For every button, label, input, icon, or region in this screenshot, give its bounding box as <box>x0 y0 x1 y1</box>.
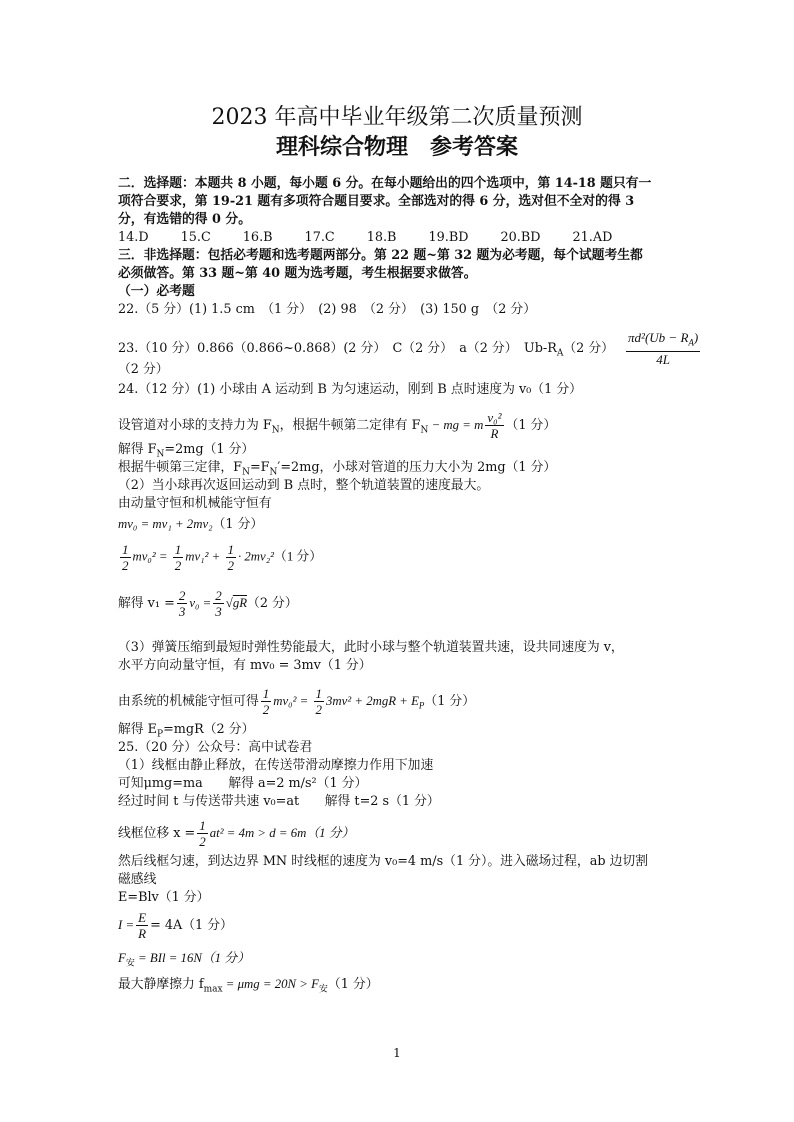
q24-l8-score: （1 分） <box>274 549 323 564</box>
q25-l11-pre: 最大静摩擦力 f <box>118 977 204 992</box>
q24-line7 <box>118 516 263 533</box>
answer-item: 16.B <box>242 230 273 245</box>
answer-item: 20.BD <box>500 230 541 245</box>
answer-row <box>118 230 644 246</box>
q23-frac-num: πd²(Ub − R <box>628 330 689 345</box>
q24-line12: 由系统的机械能守恒可得 $\frac{1}{2}$ mv₀² = $\frac{1}{2}$ $3mv^2 + 2mgR + E_P(1$ 分） <box>118 686 476 717</box>
momentum-equation: mv₀ = mv₁ + 2mv₂ <box>118 517 213 531</box>
section2-line3: 分，有选错的得 0 分。 <box>118 212 251 227</box>
exam-title: 2023 年高中毕业年级第二次质量预测 <box>211 105 583 130</box>
page-number: 1 <box>393 1046 401 1060</box>
q24-l12-score: （1 分） <box>424 694 476 709</box>
q25-l5-pre: 线框位移 x = <box>118 826 196 841</box>
q24-line1: 24.（12 分）(1) 小球由 A 运动到 B 为匀速运动，刚到 B 点时速度为 v₀（1 分） <box>118 382 582 397</box>
q25-line9: I = $\frac{E}{R}$ = 4A（1 分） <box>118 910 233 941</box>
q24-l4-mid: =F <box>249 460 270 475</box>
q24-line9: 解得 v₁ = $\frac{2}{3}$ v₀ = $\frac{2}{3}$ √gR（2 分） <box>118 588 298 619</box>
q25-l10-f: F <box>118 951 126 965</box>
q24-l2-eq: − mg = m <box>428 418 484 432</box>
q24-l4-pre: 根据牛顿第三定律，F <box>118 460 243 475</box>
q25-line2: （1）线框由静止释放，在传送带滑动摩擦力作用下加速 <box>118 758 434 773</box>
section3-line1: 三．非选择题：包括必考题和选考题两部分。第 22 题~第 32 题为必考题，每个试题考生都 <box>118 248 643 263</box>
section2-line2: 项符合要求，第 19-21 题有多项符合题目要求。全部选对的得 6 分，选对但不全对的得 3 <box>118 194 635 209</box>
q24-l2-pre: 设管道对小球的支持力为 F <box>118 418 272 433</box>
q23-score2: （2 分） <box>118 362 169 377</box>
q24-l13-pre: 解得 E <box>118 722 158 737</box>
q24-l2-score: （1 分） <box>505 418 557 433</box>
q25-l10-sub: 安 <box>125 958 135 969</box>
q25-l9-pre: I = <box>118 918 135 932</box>
q23-frac-sub: A <box>688 337 694 348</box>
frac-den: R <box>490 426 499 441</box>
q23-sub: A <box>556 348 564 359</box>
required-heading: （一）必考题 <box>118 284 195 299</box>
q25-l11-mid: = μmg = 20N > F <box>222 977 319 991</box>
q25-line3: 可知μmg=ma 解得 a=2 m/s²（1 分） <box>118 776 368 791</box>
answer-item: 18.B <box>366 230 397 245</box>
q25-line10 <box>118 950 250 972</box>
q24-l2-mid: ，根据牛顿第二定律有 F <box>279 418 421 433</box>
q23-score: （2 分） <box>563 340 614 356</box>
q23-fraction: $\frac{\pi d^2(Ub - R_A)}{4L}$ <box>628 330 699 367</box>
answer-item: 21.AD <box>572 230 613 245</box>
section2-line1: 二．选择题：本题共 8 小题，每小题 6 分。在每小题给出的四个选项中，第 14-18 题只有一 <box>118 176 652 191</box>
q25-line7: 磁感线 <box>118 872 157 887</box>
q25-line11 <box>118 976 379 998</box>
q24-line13: 解得 $E_P=mgR(2$ 分） <box>118 722 255 740</box>
q25-l5-tail: at² = 4m > d = 6m（1 分） <box>209 826 355 840</box>
q23-text: 23.（10 分）0.866（0.866~0.868）(2 分） C（2 分） a（2 分） Ub-R <box>118 340 557 356</box>
q25-line6: 然后线框匀速，到达边界 MN 时线框的速度为 v₀=4 m/s（1 分）。进入磁场过程，ab 边切割 <box>118 854 649 869</box>
q22-answer: 22.（5 分）(1) 1.5 cm （1 分） (2) 98 （2 分） (3) 150 g （2 分） <box>118 302 537 317</box>
q25-l11-score: （1 分） <box>327 977 379 992</box>
q24-line6: 由动量守恒和机械能守恒有 <box>118 496 272 511</box>
q24-l12-pre: 由系统的机械能守恒可得 <box>118 694 259 709</box>
q25-l11-sub: max <box>203 984 223 995</box>
q24-l9-score: （2 分） <box>247 596 298 611</box>
q24-l3-tail: =2mg（1 分） <box>164 442 255 457</box>
answer-item: 15.C <box>180 230 211 245</box>
q24-line11: 水平方向动量守恒，有 mv₀ = 3mv（1 分） <box>118 658 372 673</box>
q24-line5: （2）当小球再次返回运动到 B 点时，整个轨道装置的速度最大。 <box>118 478 490 493</box>
q24-line2: 设管道对小球的支持力为 $F_N$，根据牛顿第二定律有 $F_N$ − mg = m $\frac{\text{v₀²}}{R}$ （1 分） <box>118 410 557 441</box>
q25-l11-sub2: 安 <box>318 984 328 995</box>
q24-l13-tail: =mgR（2 分） <box>163 722 255 737</box>
answer-item: 17.C <box>304 230 335 245</box>
q23-answer <box>118 330 702 367</box>
answer-item: 14.D <box>118 230 149 245</box>
q24-l2-fraction <box>485 410 503 441</box>
energy-equation: $\frac{1}{2}$ mv₀² = $\frac{1}{2}$ mv₁² + $\frac{1}{2}$ · 2mv₂²（1 分） <box>122 542 323 573</box>
q24-l4-tail: ′=2mg，小球对管道的压力大小为 2mg（1 分） <box>277 460 557 475</box>
q23-frac-den: 4L <box>656 351 670 367</box>
q24-line10: （3）弹簧压缩到最短时弹性势能最大，此时小球与整个轨道装置共速，设共同速度为 v， <box>118 640 624 655</box>
q24-line3: 解得 $F_N=2mg(1$ 分） <box>118 442 255 460</box>
q24-line4: 根据牛顿第三定律，$F_N=F_N'=2mg$，小球对管道的压力大小为 2mg（1 分） <box>118 460 557 478</box>
q25-l10-tail: = BIl = 16N（1 分） <box>134 951 250 965</box>
q24-l7-score: （1 分） <box>212 517 264 532</box>
q25-line4: 经过时间 t 与传送带共速 v₀=at 解得 t=2 s（1 分） <box>118 794 440 809</box>
q25-l9-tail: = 4A（1 分） <box>150 918 233 933</box>
q24-l3-pre: 解得 F <box>118 442 157 457</box>
q25-line8: E=Blv（1 分） <box>118 890 210 905</box>
exam-subtitle: 理科综合物理 参考答案 <box>275 134 518 160</box>
frac-num: v₀² <box>487 410 502 425</box>
answer-item: 19.BD <box>428 230 469 245</box>
q25-line5: 线框位移 x = $\frac{1}{2}$ at² = 4m > d = 6m（1 分） <box>118 818 355 849</box>
q24-l9-pre: 解得 v₁ = <box>118 596 175 611</box>
section3-line2: 必须做答。第 33 题~第 40 题为选考题，考生根据要求做答。 <box>118 266 477 281</box>
q25-line1: 25.（20 分）公众号：高中试卷君 <box>118 740 313 755</box>
q24-l9-mid: v₀ = <box>189 596 212 610</box>
